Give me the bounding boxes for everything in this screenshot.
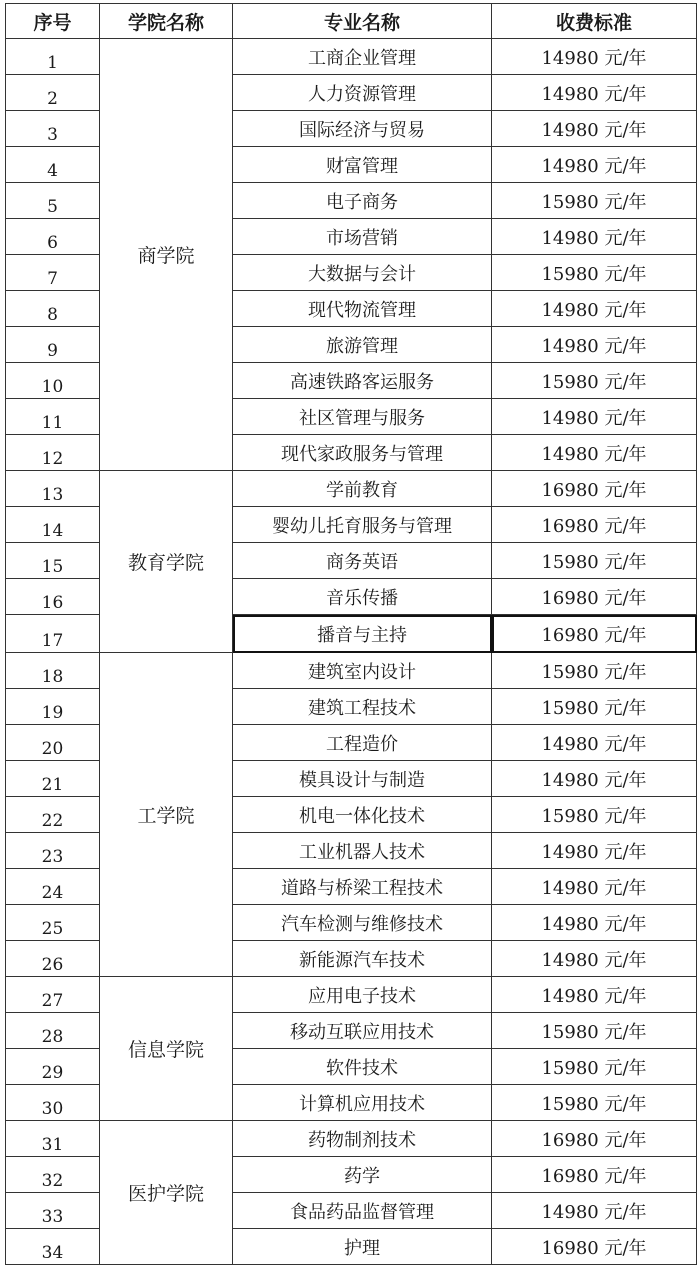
fee-cell: 16980 元/年: [492, 1121, 697, 1157]
header-index: 序号: [6, 4, 100, 39]
fee-cell: 16980 元/年: [492, 579, 697, 615]
major-name-cell: 药物制剂技术: [233, 1121, 492, 1157]
row-index: 20: [6, 725, 100, 761]
major-name-cell: 商务英语: [233, 543, 492, 579]
row-index: 4: [6, 147, 100, 183]
table-row: [6, 1121, 697, 1157]
major-name-cell: 食品药品监督管理: [233, 1193, 492, 1229]
fee-cell: 14980 元/年: [492, 327, 697, 363]
fee-cell: 15980 元/年: [492, 1013, 697, 1049]
major-name-cell: 工业机器人技术: [233, 833, 492, 869]
major-name-cell: 电子商务: [233, 183, 492, 219]
row-index: 22: [6, 797, 100, 833]
major-name-cell: 音乐传播: [233, 579, 492, 615]
fee-cell: 14980 元/年: [492, 399, 697, 435]
row-index: 27: [6, 977, 100, 1013]
table-row: [6, 653, 697, 689]
header-fee: 收费标准: [492, 4, 697, 39]
row-index: 17: [6, 615, 100, 653]
fee-cell: 16980 元/年: [492, 507, 697, 543]
row-index: 11: [6, 399, 100, 435]
header-row: [6, 4, 697, 39]
row-index: 3: [6, 111, 100, 147]
fee-cell: 14980 元/年: [492, 75, 697, 111]
row-index: 14: [6, 507, 100, 543]
major-name-cell: 婴幼儿托育服务与管理: [233, 507, 492, 543]
major-name-cell: 汽车检测与维修技术: [233, 905, 492, 941]
row-index: 33: [6, 1193, 100, 1229]
fee-cell: 14980 元/年: [492, 39, 697, 75]
college-name-cell: 信息学院: [100, 977, 233, 1121]
college-name-cell: 工学院: [100, 653, 233, 977]
row-index: 8: [6, 291, 100, 327]
row-index: 29: [6, 1049, 100, 1085]
major-name-cell: 财富管理: [233, 147, 492, 183]
major-name-cell: 人力资源管理: [233, 75, 492, 111]
table-row: [6, 977, 697, 1013]
fee-table-body: [6, 39, 697, 1265]
row-index: 21: [6, 761, 100, 797]
fee-cell: 14980 元/年: [492, 725, 697, 761]
header-college: 学院名称: [100, 4, 233, 39]
major-name-cell: 旅游管理: [233, 327, 492, 363]
fee-cell: 14980 元/年: [492, 833, 697, 869]
major-name-cell: 建筑工程技术: [233, 689, 492, 725]
row-index: 25: [6, 905, 100, 941]
major-name-cell: 国际经济与贸易: [233, 111, 492, 147]
row-index: 2: [6, 75, 100, 111]
college-name-cell: 教育学院: [100, 471, 233, 653]
row-index: 19: [6, 689, 100, 725]
row-index: 15: [6, 543, 100, 579]
major-name-cell: 护理: [233, 1229, 492, 1265]
major-name-cell: 模具设计与制造: [233, 761, 492, 797]
fee-cell: 16980 元/年: [492, 1229, 697, 1265]
major-name-cell: 道路与桥梁工程技术: [233, 869, 492, 905]
row-index: 34: [6, 1229, 100, 1265]
row-index: 13: [6, 471, 100, 507]
college-name-cell: 商学院: [100, 39, 233, 471]
row-index: 5: [6, 183, 100, 219]
major-name-cell: 社区管理与服务: [233, 399, 492, 435]
fee-cell: 15980 元/年: [492, 653, 697, 689]
major-name-cell: 新能源汽车技术: [233, 941, 492, 977]
row-index: 31: [6, 1121, 100, 1157]
table-row: [6, 471, 697, 507]
row-index: 7: [6, 255, 100, 291]
fee-cell: 15980 元/年: [492, 1085, 697, 1121]
row-index: 12: [6, 435, 100, 471]
selected-major-cell: 播音与主持: [233, 615, 492, 653]
table-row: [6, 39, 697, 75]
fee-cell: 15980 元/年: [492, 183, 697, 219]
row-index: 1: [6, 39, 100, 75]
fee-table: [5, 3, 697, 1265]
fee-cell: 15980 元/年: [492, 255, 697, 291]
fee-cell: 14980 元/年: [492, 761, 697, 797]
fee-cell: 14980 元/年: [492, 435, 697, 471]
fee-cell: 14980 元/年: [492, 977, 697, 1013]
row-index: 30: [6, 1085, 100, 1121]
row-index: 10: [6, 363, 100, 399]
row-index: 28: [6, 1013, 100, 1049]
fee-cell: 14980 元/年: [492, 1193, 697, 1229]
fee-cell: 14980 元/年: [492, 219, 697, 255]
row-index: 6: [6, 219, 100, 255]
major-name-cell: 移动互联应用技术: [233, 1013, 492, 1049]
fee-cell: 16980 元/年: [492, 471, 697, 507]
major-name-cell: 工程造价: [233, 725, 492, 761]
fee-cell: 14980 元/年: [492, 291, 697, 327]
fee-cell: 15980 元/年: [492, 797, 697, 833]
row-index: 18: [6, 653, 100, 689]
major-name-cell: 建筑室内设计: [233, 653, 492, 689]
selected-fee-cell: 16980 元/年: [492, 615, 697, 653]
major-name-cell: 现代家政服务与管理: [233, 435, 492, 471]
fee-cell: 15980 元/年: [492, 1049, 697, 1085]
fee-cell: 14980 元/年: [492, 941, 697, 977]
college-name-cell: 医护学院: [100, 1121, 233, 1265]
fee-cell: 15980 元/年: [492, 543, 697, 579]
major-name-cell: 学前教育: [233, 471, 492, 507]
major-name-cell: 应用电子技术: [233, 977, 492, 1013]
fee-cell: 14980 元/年: [492, 111, 697, 147]
row-index: 16: [6, 579, 100, 615]
header-major: 专业名称: [233, 4, 492, 39]
row-index: 23: [6, 833, 100, 869]
row-index: 9: [6, 327, 100, 363]
row-index: 26: [6, 941, 100, 977]
fee-cell: 16980 元/年: [492, 1157, 697, 1193]
major-name-cell: 工商企业管理: [233, 39, 492, 75]
fee-cell: 15980 元/年: [492, 363, 697, 399]
major-name-cell: 计算机应用技术: [233, 1085, 492, 1121]
major-name-cell: 大数据与会计: [233, 255, 492, 291]
major-name-cell: 软件技术: [233, 1049, 492, 1085]
fee-cell: 15980 元/年: [492, 689, 697, 725]
major-name-cell: 高速铁路客运服务: [233, 363, 492, 399]
major-name-cell: 市场营销: [233, 219, 492, 255]
major-name-cell: 药学: [233, 1157, 492, 1193]
row-index: 32: [6, 1157, 100, 1193]
fee-cell: 14980 元/年: [492, 147, 697, 183]
row-index: 24: [6, 869, 100, 905]
fee-cell: 14980 元/年: [492, 905, 697, 941]
major-name-cell: 机电一体化技术: [233, 797, 492, 833]
fee-cell: 14980 元/年: [492, 869, 697, 905]
major-name-cell: 现代物流管理: [233, 291, 492, 327]
